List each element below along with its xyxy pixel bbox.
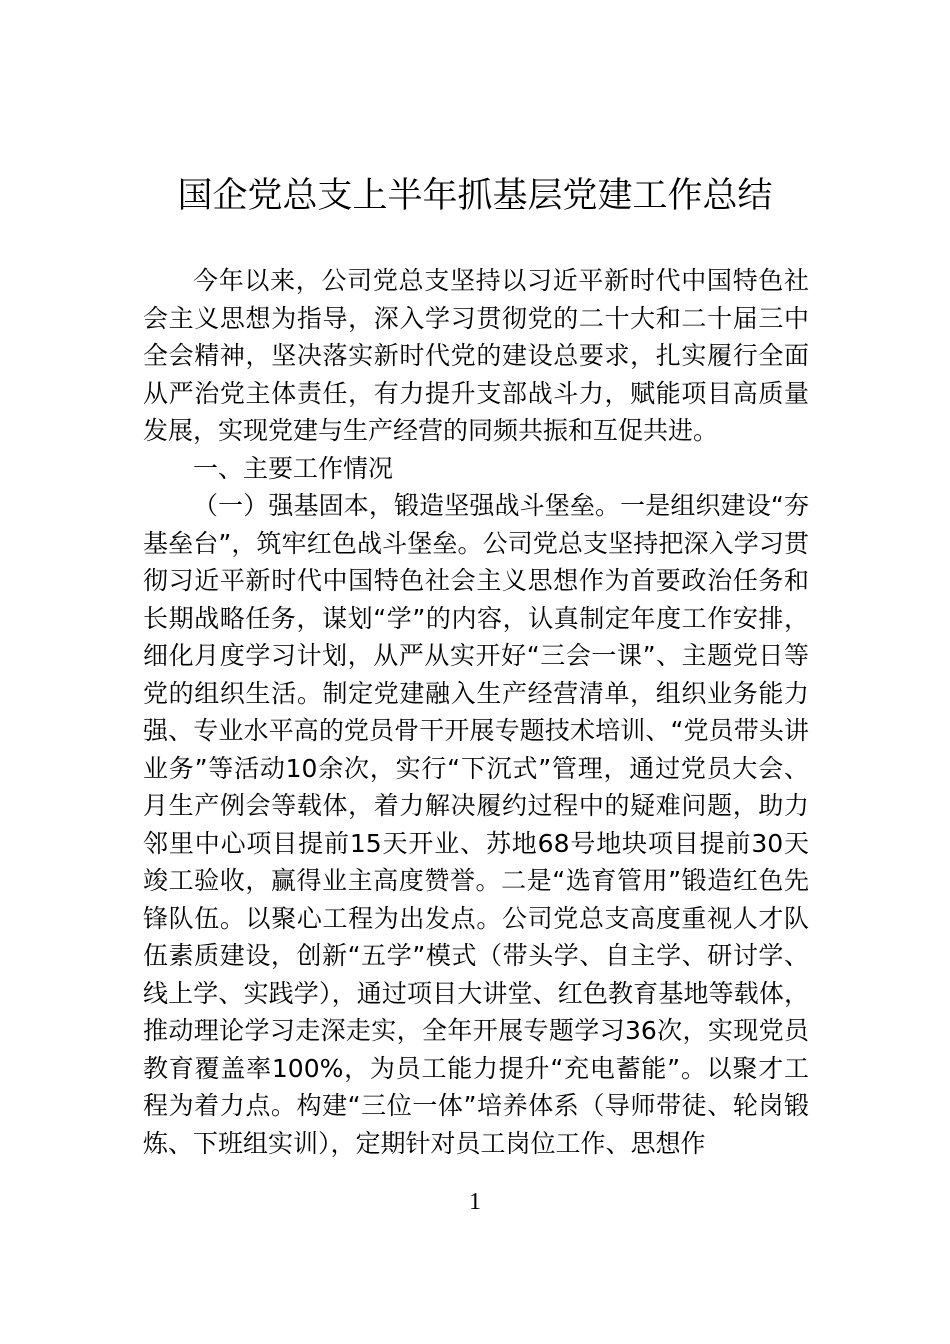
document-title: 国企党总支上半年抓基层党建工作总结 [177, 176, 773, 216]
intro-paragraph: 今年以来，公司党总支坚持以习近平新时代中国特色社会主义思想为指导，深入学习贯彻党的二十大和二十届三中全会精神，坚决落实新时代党的建设总要求，扎实履行全面从严治党主体责任，有力提升支部战斗力，赋能项目高质量发展，实现党建与生产经营的同频共振和互促共进。 [143, 266, 809, 445]
section-heading: 一、主要工作情况 [193, 453, 394, 483]
document-body [143, 262, 809, 1162]
page-number: 1 [469, 1189, 481, 1215]
section-paragraph: （一）强基固本，锻造坚强战斗堡垒。一是组织建设“夯基垒台”，筑牢红色战斗堡垒。公司党总支坚持把深入学习贯彻习近平新时代中国特色社会主义思想作为首要政治任务和长期战略任务，谋划“学”的内容，认真制定年度工作安排，细化月度学习计划，从严从实开好“三会一课”、主题党日等党的组织生活。制定党建融入生产经营清单，组织业务能力强、专业水平高的党员骨干开展专题技术培训、“党员带头讲业务”等活动10余次，实行“下沉式”管理，通过党员大会、月生产例会等载体，着力解决履约过程中的疑难问题，助力邻里中心项目提前15天开业、苏地68号地块项目提前30天竣工验收，赢得业主高度赞誉。二是“选育管用”锻造红色先锋队伍。以聚心工程为出发点。公司党总支高度重视人才队伍素质建设，创新“五学”模式（带头学、自主学、研讨学、线上学、实践学），通过项目大讲堂、红色教育基地等载体，推动理论学习走深走实，全年开展专题学习36次，实现党员教育覆盖率100%，为员工能力提升“充电蓄能”。以聚才工程为着力点。构建“三位一体”培养体系（导师带徒、轮岗锻炼、下班组实训），定期针对员工岗位工作、思想作 [143, 491, 809, 1158]
